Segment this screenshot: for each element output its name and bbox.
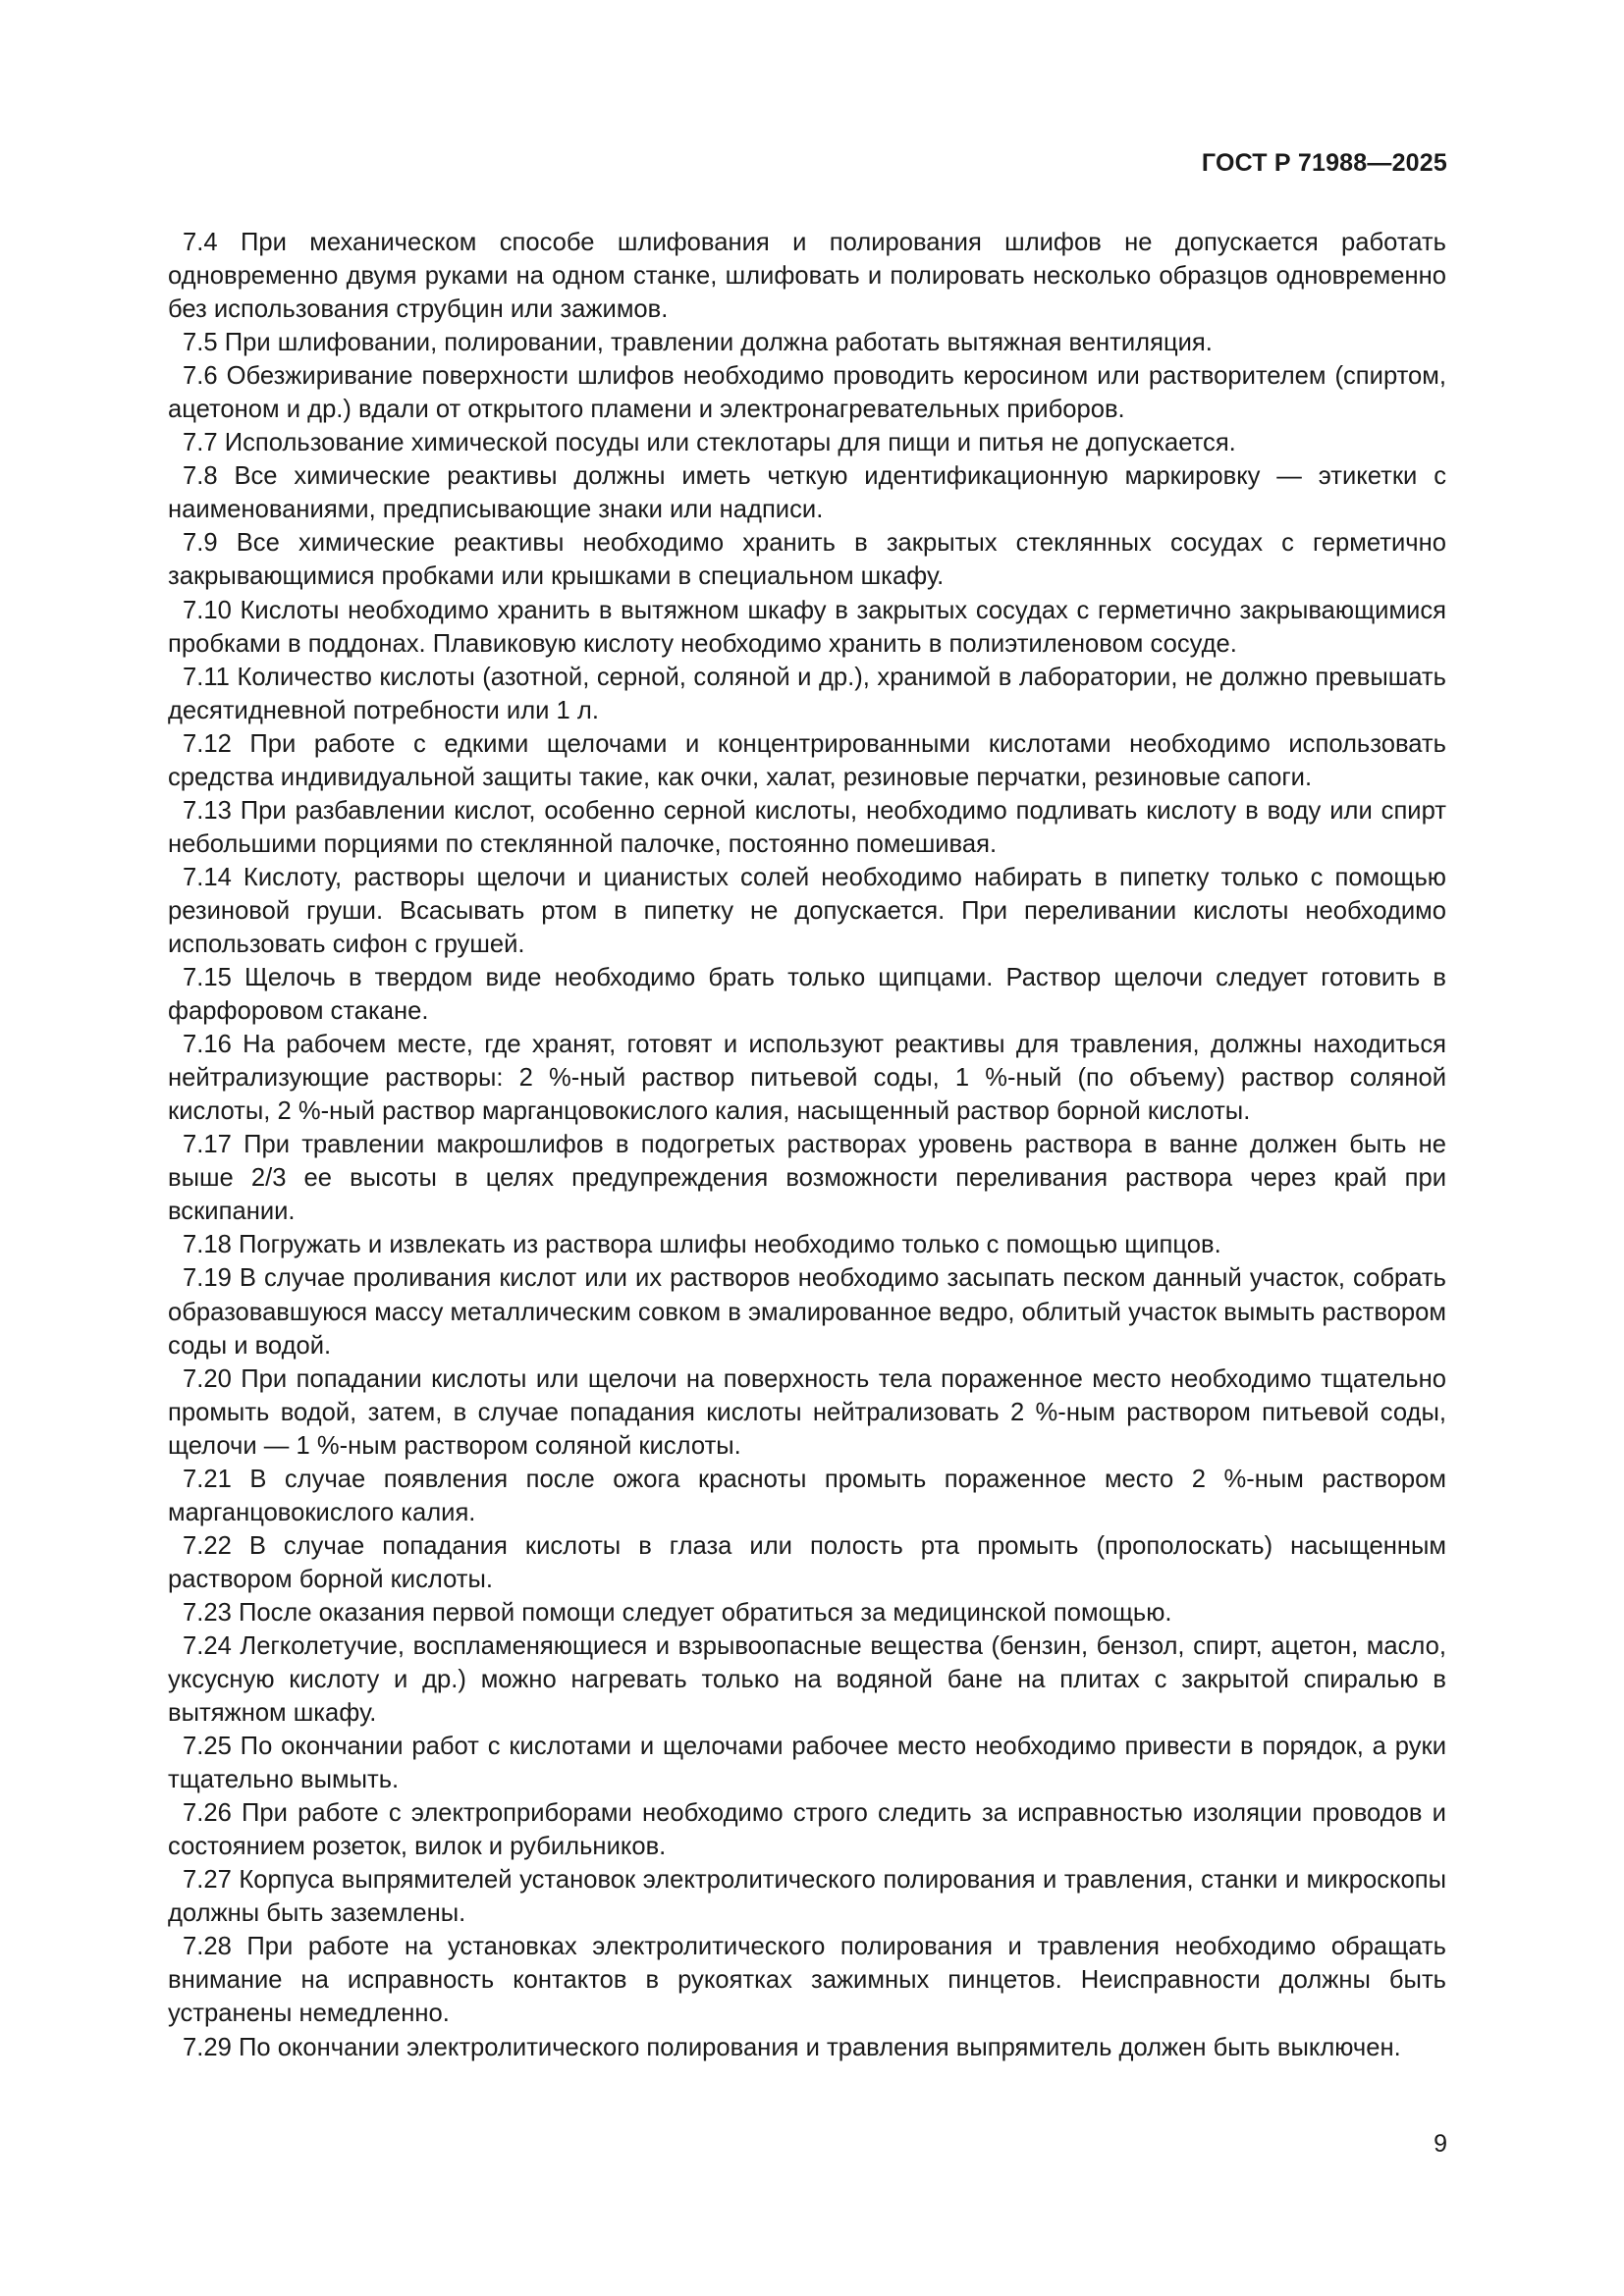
paragraph-number: 7.19 — [183, 1264, 232, 1293]
paragraph-number: 7.28 — [183, 1933, 232, 1961]
paragraph-text: При механическом способе шлифования и полирования шлифов не допускается работать одновременно двумя руками на одном станке, шлифовать и полировать несколько образцов одновременно без использования струбцин или зажимов. — [168, 229, 1446, 324]
paragraph-7-24 — [168, 1629, 1446, 1730]
paragraph-number: 7.6 — [183, 362, 218, 391]
paragraph-7-29 — [168, 2031, 1446, 2064]
paragraph-text: Обезжиривание поверхности шлифов необходимо проводить керосином или растворителем (спиртом, ацетоном и др.) вдали от открытого пламени и электронагревательных приборов. — [168, 362, 1446, 424]
paragraph-text: После оказания первой помощи следует обратиться за медицинской помощью. — [238, 1598, 1172, 1627]
paragraph-7-10 — [168, 594, 1446, 661]
paragraph-7-4 — [168, 226, 1446, 326]
paragraph-7-9 — [168, 526, 1446, 593]
paragraph-number: 7.25 — [183, 1733, 232, 1761]
paragraph-7-19 — [168, 1261, 1446, 1362]
paragraph-7-21 — [168, 1463, 1446, 1529]
paragraph-text: На рабочем месте, где хранят, готовят и используют реактивы для травления, должны находиться нейтрализующие растворы: 2 %-ный раствор питьевой соды, 1 %-ный (по объему) раствор соляной кислоты, 2 %-ный раствор марганцовокислого калия, насыщенный раствор борной кислоты. — [168, 1031, 1446, 1126]
paragraph-text: При травлении макрошлифов в подогретых растворах уровень раствора в ванне должен быть не выше 2/3 ее высоты в целях предупреждения возможности переливания раствора через край при вскипании. — [168, 1131, 1446, 1226]
paragraph-text: Количество кислоты (азотной, серной, соляной и др.), хранимой в лаборатории, не должно превышать десятидневной потребности или 1 л. — [168, 663, 1446, 724]
paragraph-text: При разбавлении кислот, особенно серной кислоты, необходимо подливать кислоту в воду или спирт небольшими порциями по стеклянной палочке, постоянно помешивая. — [168, 796, 1446, 858]
paragraph-text: Щелочь в твердом виде необходимо брать только щипцами. Раствор щелочи следует готовить в фарфоровом стакане. — [168, 964, 1446, 1026]
paragraph-text: Корпуса выпрямителей установок электролитического полирования и травления, станки и микроскопы должны быть заземлены. — [168, 1866, 1446, 1928]
paragraph-text: Кислоту, растворы щелочи и цианистых солей необходимо набирать в пипетку только с помощью резиновой груши. Всасывать ртом в пипетку не допускается. При переливании кислоты необходимо использовать сифон с грушей. — [168, 863, 1446, 958]
paragraph-7-16 — [168, 1028, 1446, 1128]
paragraph-text: В случае появления после ожога красноты промыть пораженное место 2 %-ным раствором марганцовокислого калия. — [168, 1465, 1446, 1526]
paragraph-number: 7.9 — [183, 529, 218, 558]
paragraph-7-11 — [168, 661, 1446, 727]
paragraph-7-18 — [168, 1228, 1446, 1261]
paragraph-7-8 — [168, 459, 1446, 526]
paragraph-number: 7.27 — [183, 1866, 232, 1895]
paragraph-text: В случае попадания кислоты в глаза или полость рта промыть (прополоскать) насыщенным раствором борной кислоты. — [168, 1531, 1446, 1593]
paragraph-number: 7.29 — [183, 2033, 232, 2061]
paragraph-7-25 — [168, 1730, 1446, 1796]
paragraph-text: Все химические реактивы должны иметь четкую идентификационную маркировку — этикетки с наименованиями, предписывающие знаки или надписи. — [168, 462, 1446, 524]
paragraph-text: Легколетучие, воспламеняющиеся и взрывоопасные вещества (бензин, бензол, спирт, ацетон, масло, уксусную кислоту и др.) можно нагревать только на водяной бане на плитах с закрытой спиралью в вытяжном шкафу. — [168, 1631, 1446, 1728]
paragraph-number: 7.11 — [183, 663, 230, 691]
paragraph-text: По окончании электролитического полирования и травления выпрямитель должен быть выключен. — [238, 2033, 1401, 2061]
page-number: 9 — [1434, 2130, 1447, 2158]
paragraph-7-5 — [168, 326, 1446, 359]
paragraph-text: При шлифовании, полировании, травлении должна работать вытяжная вентиляция. — [224, 329, 1213, 357]
paragraph-number: 7.13 — [183, 796, 232, 825]
paragraph-number: 7.24 — [183, 1631, 232, 1660]
paragraph-text: В случае проливания кислот или их растворов необходимо засыпать песком данный участок, собрать образовавшуюся массу металлическим совком в эмалированное ведро, облитый участок вымыть раствором соды и водой. — [168, 1264, 1446, 1360]
paragraph-number: 7.4 — [183, 229, 218, 256]
standard-code-header: ГОСТ Р 71988—2025 — [1201, 149, 1447, 177]
paragraph-text: Все химические реактивы необходимо хранить в закрытых стеклянных сосудах с герметично закрывающимися пробками или крышками в специальном шкафу. — [168, 529, 1446, 591]
paragraph-text: При работе на установках электролитического полирования и травления необходимо обращать внимание на исправность контактов в рукоятках зажимных пинцетов. Неисправности должны быть устранены немедленно. — [168, 1933, 1446, 2028]
paragraph-number: 7.22 — [183, 1531, 232, 1560]
paragraph-number: 7.16 — [183, 1031, 232, 1059]
paragraph-7-27 — [168, 1863, 1446, 1930]
paragraph-number: 7.17 — [183, 1131, 232, 1159]
paragraph-text: Погружать и извлекать из раствора шлифы необходимо только с помощью щипцов. — [238, 1231, 1221, 1259]
paragraph-text: При работе с электроприборами необходимо строго следить за исправностью изоляции проводов и состоянием розеток, вилок и рубильников. — [168, 1799, 1446, 1861]
paragraph-number: 7.12 — [183, 729, 232, 758]
paragraph-text: Кислоты необходимо хранить в вытяжном шкафу в закрытых сосудах с герметично закрывающимися пробками в поддонах. Плавиковую кислоту необходимо хранить в полиэтиленовом сосуде. — [168, 596, 1446, 658]
paragraph-number: 7.18 — [183, 1231, 232, 1259]
paragraph-number: 7.15 — [183, 964, 232, 992]
paragraph-7-7 — [168, 426, 1446, 459]
paragraph-number: 7.14 — [183, 863, 232, 891]
paragraph-7-12 — [168, 727, 1446, 794]
paragraph-7-6 — [168, 359, 1446, 426]
paragraph-7-26 — [168, 1796, 1446, 1863]
paragraph-7-17 — [168, 1128, 1446, 1228]
paragraph-7-20 — [168, 1362, 1446, 1463]
paragraph-7-14 — [168, 861, 1446, 961]
paragraph-number: 7.7 — [183, 429, 218, 457]
paragraph-number: 7.20 — [183, 1364, 232, 1393]
document-body — [168, 226, 1446, 2064]
paragraph-number: 7.21 — [183, 1465, 232, 1493]
paragraph-number: 7.8 — [183, 462, 218, 491]
paragraph-number: 7.26 — [183, 1799, 232, 1828]
paragraph-7-15 — [168, 961, 1446, 1028]
paragraph-7-13 — [168, 794, 1446, 861]
paragraph-7-22 — [168, 1529, 1446, 1596]
paragraph-number: 7.5 — [183, 329, 218, 357]
paragraph-number: 7.10 — [183, 596, 232, 624]
paragraph-7-23 — [168, 1596, 1446, 1629]
paragraph-text: При работе с едкими щелочами и концентрированными кислотами необходимо использовать средства индивидуальной защиты такие, как очки, халат, резиновые перчатки, резиновые сапоги. — [168, 729, 1446, 791]
paragraph-text: По окончании работ с кислотами и щелочами рабочее место необходимо привести в порядок, а руки тщательно вымыть. — [168, 1733, 1446, 1794]
paragraph-text: Использование химической посуды или стеклотары для пищи и питья не допускается. — [224, 429, 1236, 457]
paragraph-7-28 — [168, 1930, 1446, 2030]
paragraph-number: 7.23 — [183, 1598, 232, 1627]
paragraph-text: При попадании кислоты или щелочи на поверхность тела пораженное место необходимо тщательно промыть водой, затем, в случае попадания кислоты нейтрализовать 2 %-ным раствором питьевой соды, щелочи — 1 %-ным раствором соляной кислоты. — [168, 1364, 1446, 1460]
